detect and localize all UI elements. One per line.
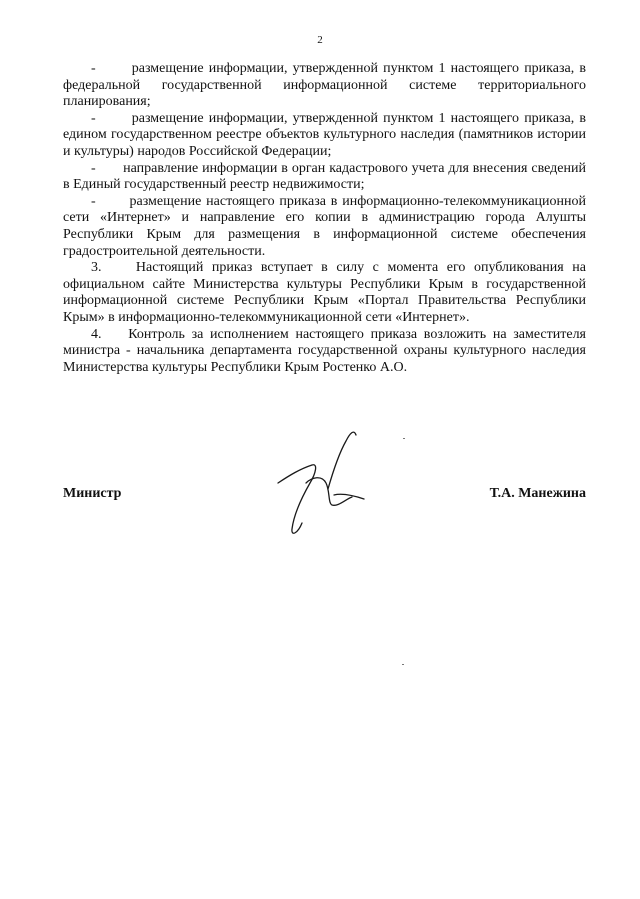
signature-block: [63, 486, 586, 510]
paragraph-item-3: - направление информации в орган кадастрового учета для внесения сведений в Единый государственный реестр недвижимости;: [63, 160, 586, 193]
document-body: [63, 61, 586, 376]
paragraph-3: 3. Настоящий приказ вступает в силу с момента его опубликования на официальном сайте Министерства культуры Республики Крым в государственной информационной системе Республики Крым «Портал Правительства Республики Крым» в информационно-телекоммуникационной сети «Интернет».: [63, 260, 586, 325]
page-number: 2: [317, 34, 323, 46]
scan-speck: [402, 664, 404, 665]
handwritten-signature: [272, 425, 412, 545]
signatory-position: Министр: [63, 486, 122, 501]
paragraph-item-1: - размещение информации, утвержденной пунктом 1 настоящего приказа, в федеральной государственной информационной системе территориального планирования;: [63, 61, 586, 110]
scan-speck: [403, 438, 405, 439]
paragraph-4: 4. Контроль за исполнением настоящего приказа возложить на заместителя министра - начальника департамента государственной охраны культурного наследия Министерства культуры Республики Крым Ростенко А.О.: [63, 326, 586, 375]
paragraph-item-2: - размещение информации, утвержденной пунктом 1 настоящего приказа, в едином государственном реестре объектов культурного наследия (памятников истории и культуры) народов Российской Федерации;: [63, 110, 586, 159]
paragraph-item-4: - размещение настоящего приказа в информационно-телекоммуникационной сети «Интернет» и направление его копии в администрацию города Алушты Республики Крым для размещения в информационной системе обеспечения градостроительной деятельности.: [63, 193, 586, 259]
signatory-name: Т.А. Манежина: [489, 486, 586, 501]
